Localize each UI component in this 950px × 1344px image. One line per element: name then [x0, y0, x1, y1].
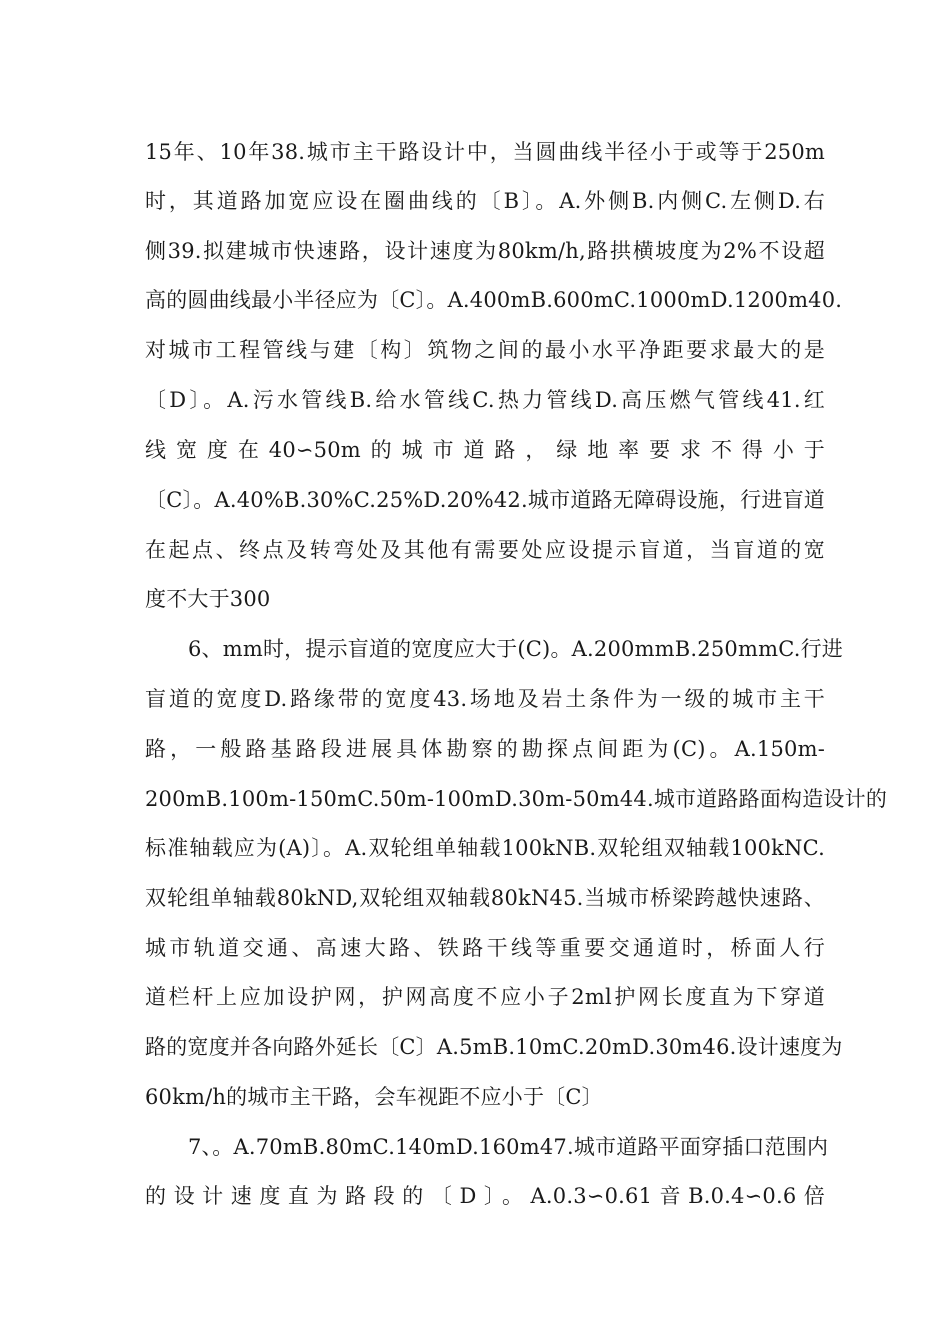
text-line-5: 对城市工程管线与建〔构〕筑物之间的最小水平净距要求最大的是: [145, 338, 825, 362]
text-line-3: 侧39.拟建城市快速路，设计速度为80km/h,路拱横坡度为2%不设超: [145, 239, 825, 263]
text-line-11: 6、mm时，提示盲道的宽度应大于(C)。A.200mmB.250mmC.行进: [188, 637, 843, 661]
text-line-12: 盲道的宽度D.路缘带的宽度43.场地及岩土条件为一级的城市主干: [145, 687, 825, 711]
text-line-8: 〔C〕。A.40%B.30%C.25%D.20%42.城市道路无障碍设施，行进盲道: [145, 488, 825, 512]
text-line-14: 200mB.100m-150mC.50m-100mD.30m-50m44.城市道路路面构造设计的: [145, 787, 888, 811]
text-line-4: 高的圆曲线最小半径应为〔C〕。A.400mB.600mC.1000mD.1200m40.: [145, 288, 843, 312]
text-line-15: 标准轴载应为(A)〕。A.双轮组单轴载100kNB.双轮组双轴载100kNC.: [145, 836, 825, 860]
text-line-6: 〔D〕。A.污水管线B.给水管线C.热力管线D.高压燃气管线41.红: [145, 388, 825, 412]
text-line-22: 的设计速度直为路段的〔D〕。A.0.3∽0.61音B.0.4∽0.6倍: [145, 1184, 825, 1208]
text-line-10: 度不大于300: [145, 587, 271, 611]
text-line-17: 城市轨道交通、高速大路、铁路干线等重要交通道时，桥面人行: [145, 936, 825, 960]
text-line-16: 双轮组单轴载80kND,双轮组双轴载80kN45.当城市桥梁跨越快速路、: [145, 886, 825, 910]
text-line-1: 15年、10年38.城市主干路设计中，当圆曲线半径小于或等于250m: [145, 140, 825, 164]
text-line-13: 路，一般路基路段进展具体勘察的勘探点间距为(C)。A.150m-: [145, 737, 825, 761]
text-line-20: 60km/h的城市主干路，会车视距不应小于〔C〕: [145, 1085, 603, 1109]
text-line-2: 时，其道路加宽应设在圈曲线的〔B〕。A.外侧B.内侧C.左侧D.右: [145, 189, 825, 213]
text-line-7: 线宽度在40∽50m的城市道路，绿地率要求不得小于: [145, 438, 825, 462]
text-line-18: 道栏杆上应加设护网，护网高度不应小子2ml护网长度直为下穿道: [145, 985, 825, 1009]
text-line-21: 7、。A.70mB.80mC.140mD.160m47.城市道路平面穿插口范围内: [188, 1135, 829, 1159]
text-line-9: 在起点、终点及转弯处及其他有需要处应设提示盲道，当盲道的宽: [145, 538, 825, 562]
text-line-19: 路的宽度并各向路外延长〔C〕A.5mB.10mC.20mD.30m46.设计速度为: [145, 1035, 843, 1059]
